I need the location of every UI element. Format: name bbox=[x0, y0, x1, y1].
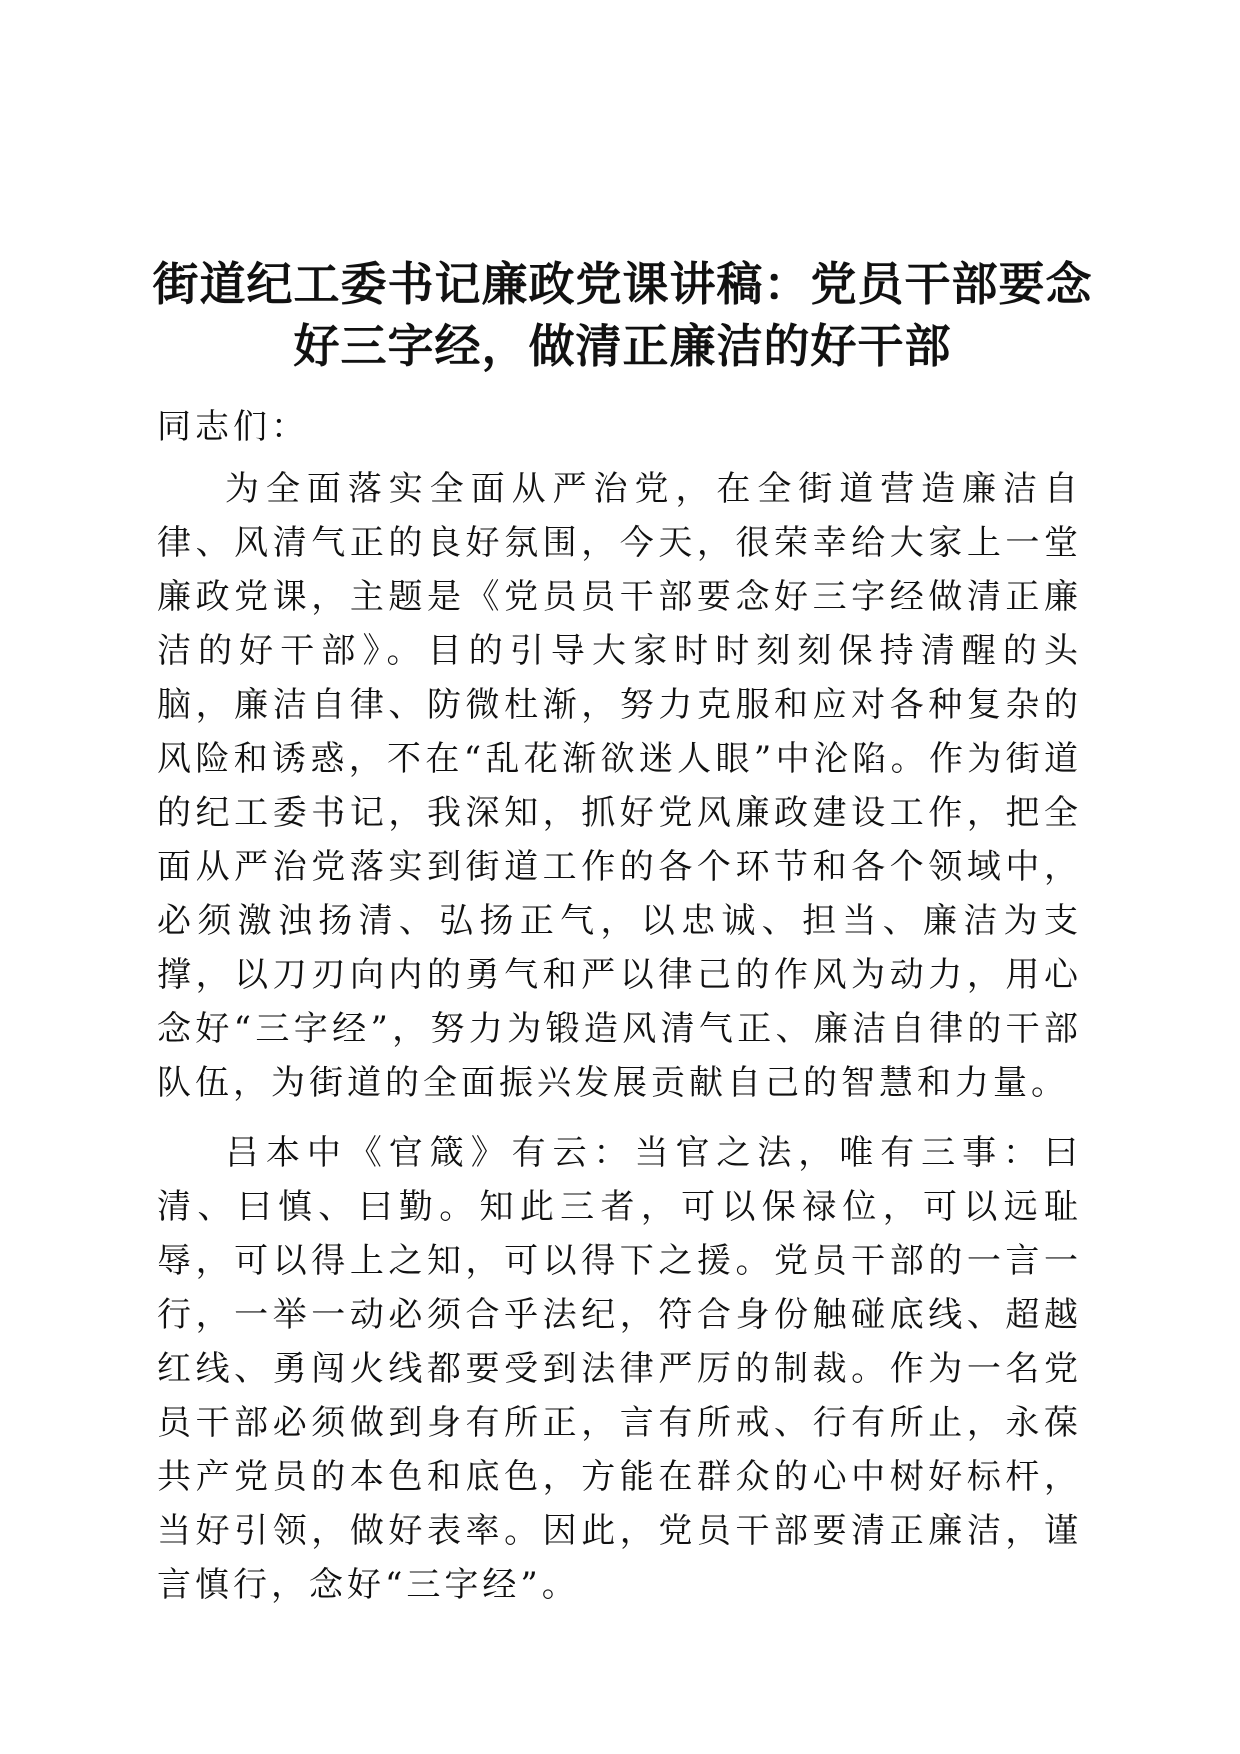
page-title bbox=[150, 253, 1095, 377]
document-body bbox=[157, 400, 1082, 1628]
greeting: 同志们： bbox=[157, 407, 309, 447]
title-line-2: 好三字经，做清正廉洁的好干部 bbox=[293, 319, 952, 373]
title-line-1: 街道纪工委书记廉政党课讲稿：党员干部要念 bbox=[152, 257, 1093, 311]
paragraph-intro: 为全面落实全面从严治党，在全街道营造廉洁自律、风清气正的良好氛围，今天，很荣幸给大家上一堂廉政党课，主题是《党员员干部要念好三字经做清正廉洁的好干部》。目的引导大家时时刻刻保持清醒的头脑，廉洁自律、防微杜渐，努力克服和应对各种复杂的风险和诱惑，不在“乱花渐欲迷人眼”中沦陷。作为街道的纪工委书记，我深知，抓好党风廉政建设工作，把全面从严治党落实到街道工作的各个环节和各个领域中，必须激浊扬清、弘扬正气，以忠诚、担当、廉洁为支撑，以刀刃向内的勇气和严以律己的作风为动力，用心念好“三字经”，努力为锻造风清气正、廉洁自律的干部队伍，为街道的全面振兴发展贡献自己的智慧和力量。 bbox=[157, 469, 1082, 1103]
paragraph-guanzhen: 吕本中《官箴》有云：当官之法，唯有三事：曰清、曰慎、曰勤。知此三者，可以保禄位，可以远耻辱，可以得上之知，可以得下之援。党员干部的一言一行，一举一动必须合乎法纪，符合身份触碰底线、超越红线、勇闯火线都要受到法律严厉的制裁。作为一名党员干部必须做到身有所正，言有所戒、行有所止，永葆共产党员的本色和底色，方能在群众的心中树好标杆，当好引领，做好表率。因此，党员干部要清正廉洁，谨言慎行，念好“三字经”。 bbox=[157, 1133, 1082, 1605]
